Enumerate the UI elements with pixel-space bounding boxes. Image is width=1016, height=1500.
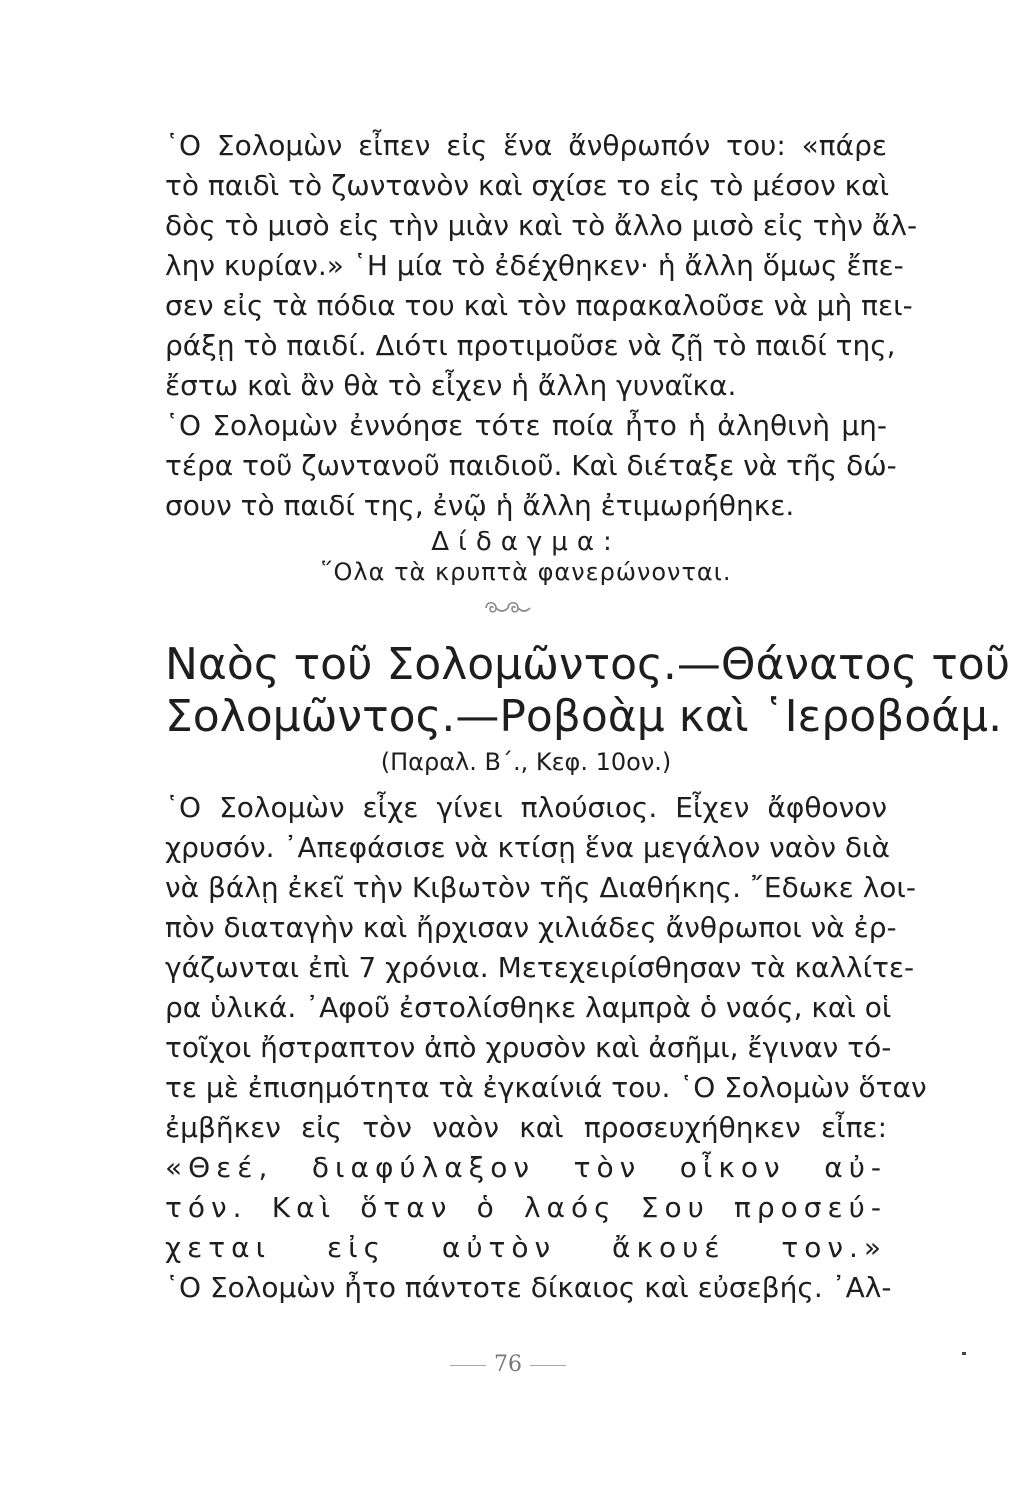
text-line: σεν εἰς τὰ πόδια του καὶ τὸν παρακαλοῦσε νὰ μὴ πει-: [165, 289, 913, 322]
ink-speck: [962, 1352, 966, 1355]
text-line: ἔστω καὶ ἂν θὰ τὸ εἶχεν ἡ ἄλλη γυναῖκα.: [165, 369, 737, 402]
page-number-value: 76: [494, 1352, 522, 1377]
prayer-line: τόν. Καὶ ὅταν ὁ λαός Σου προσεύ-: [165, 1191, 887, 1224]
text-line: γάζωνται ἐπὶ 7 χρόνια. Μετεχειρίσθησαν τὰ καλλίτε-: [165, 951, 915, 984]
didagma-label: Δίδαγμα:: [431, 527, 621, 557]
text-line: τὸ παιδὶ τὸ ζωντανὸν καὶ σχίσε το εἰς τὸ μέσον καὶ: [165, 169, 890, 202]
divider: [450, 1365, 486, 1366]
text-line: ἐμβῆκεν εἰς τὸν ναὸν καὶ προσευχήθηκεν εἶπε:: [165, 1111, 887, 1144]
text-line: ρα ὑλικά. ᾿Αφοῦ ἐστολίσθηκε λαμπρὰ ὁ ναός, καὶ οἱ: [165, 991, 892, 1024]
text-line: νὰ βάλῃ ἐκεῖ τὴν Κιβωτὸν τῆς Διαθήκης. ῎Εδωκε λοι-: [165, 871, 916, 904]
text-line: δὸς τὸ μισὸ εἰς τὴν μιὰν καὶ τὸ ἄλλο μισὸ εἰς τὴν ἄλ-: [165, 209, 918, 242]
text-line: λην κυρίαν.» ῾Η μία τὸ ἐδέχθηκεν· ἡ ἄλλη ὅμως ἔπε-: [165, 249, 904, 282]
ornament-icon: [478, 596, 538, 620]
prayer-line: «Θεέ, διαφύλαξον τὸν οἶκον αὐ-: [165, 1151, 887, 1184]
prayer-line: χεται εἰς αὐτὸν ἄκουέ τον.»: [165, 1231, 887, 1264]
text-line: τέρα τοῦ ζωντανοῦ παιδιοῦ. Καὶ διέταξε νὰ τῆς δώ-: [165, 449, 897, 482]
text-line: ῾Ο Σολομὼν εἶπεν εἰς ἕνα ἄνθρωπόν του: «πάρε: [165, 129, 887, 162]
text-line: ῾Ο Σολομὼν ἦτο πάντοτε δίκαιος καὶ εὐσεβής. ᾿Αλ-: [165, 1271, 892, 1304]
page-number: [408, 1352, 608, 1382]
text-line: σουν τὸ παιδί της, ἐνῷ ἡ ἄλλη ἐτιμωρήθηκε.: [165, 489, 795, 522]
chapter-reference: (Παραλ. Β΄., Κεφ. 10ον.): [380, 748, 672, 776]
text-line: χρυσόν. ᾿Απεφάσισε νὰ κτίσῃ ἕνα μεγάλον ναὸν διὰ: [165, 831, 890, 864]
text-line: τε μὲ ἐπισημότητα τὰ ἐγκαίνιά του. ῾Ο Σολομὼν ὅταν: [165, 1071, 927, 1104]
chapter-heading: Σολομῶντος.—Ροβοὰμ καὶ ῾Ιεροβοάμ.: [165, 691, 1003, 742]
didagma-text: ῞Ολα τὰ κρυπτὰ φανερώνονται.: [320, 558, 732, 586]
text-line: τοῖχοι ἤστραπτον ἀπὸ χρυσὸν καὶ ἀσῆμι, ἔγιναν τό-: [165, 1031, 892, 1064]
text-line: ῾Ο Σολομὼν ἐννόησε τότε ποία ἦτο ἡ ἀληθινὴ μη-: [165, 409, 887, 442]
divider: [530, 1365, 566, 1366]
text-line: ράξῃ τὸ παιδί. Διότι προτιμοῦσε νὰ ζῇ τὸ παιδί της,: [165, 329, 896, 362]
text-line: ῾Ο Σολομὼν εἶχε γίνει πλούσιος. Εἶχεν ἄφθονον: [165, 791, 887, 824]
chapter-heading: Ναὸς τοῦ Σολομῶντος.—Θάνατος τοῦ: [165, 639, 1011, 690]
text-line: πὸν διαταγὴν καὶ ἤρχισαν χιλιάδες ἄνθρωποι νὰ ἐρ-: [165, 911, 897, 944]
